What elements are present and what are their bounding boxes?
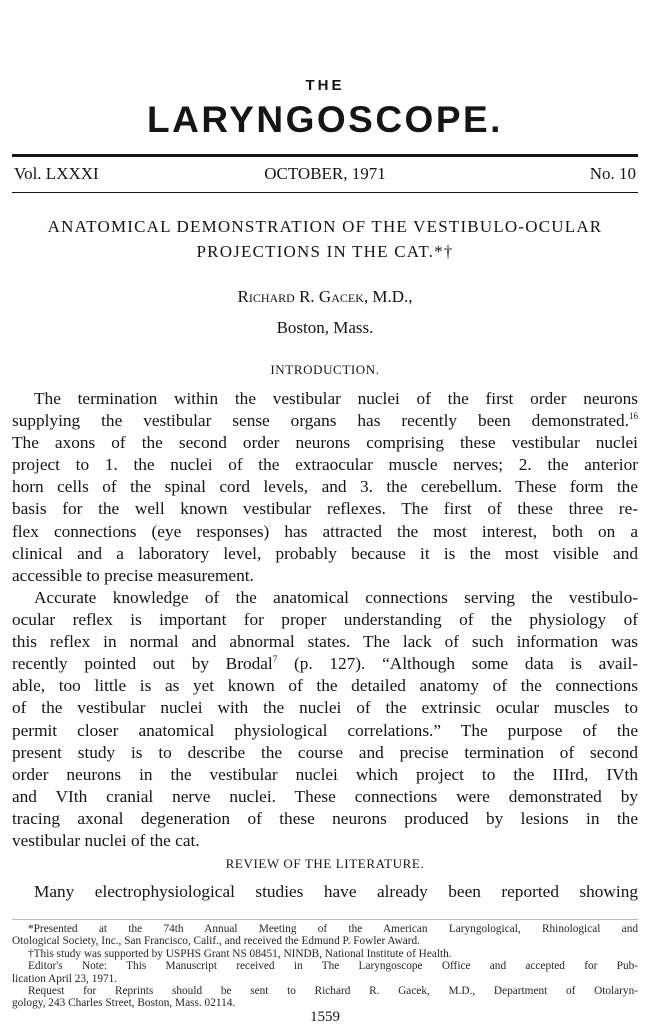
issue-volume: Vol. LXXXI (14, 164, 99, 183)
text-line: present study is to describe the course and precise termination of second (12, 742, 638, 762)
paragraph-1 (12, 388, 638, 587)
section-heading-introduction: INTRODUCTION. (270, 362, 380, 377)
text-line: this reflex in normal and abnormal states. The lack of such information was (12, 632, 638, 652)
text-line (12, 410, 638, 432)
paragraph-3 (12, 881, 638, 903)
text-line: and VIth cranial nerve nuclei. These connections were demonstrated by (12, 786, 638, 806)
article-title (12, 214, 638, 264)
text-line: Many electrophysiological studies have already been reported showing (34, 882, 638, 901)
text-line (12, 653, 638, 675)
page-number: 1559 (310, 1009, 340, 1025)
text-line: Accurate knowledge of the anatomical connections serving the vestibulo- (34, 588, 638, 607)
footnote-line: Editor's Note: This Manuscript received in The Laryngoscope Office and accepted for Pub- (28, 960, 638, 973)
footnote-line: Otological Society, Inc., San Francisco, Calif., and received the Edmund P. Fowler Award. (12, 935, 420, 948)
issue-line (12, 163, 638, 185)
footnote-line: lication April 23, 1971. (12, 972, 118, 985)
text-line: vestibular nuclei of the cat. (12, 831, 200, 851)
text-line: tracing axonal degeneration of these neurons produced by lesions in the (12, 808, 638, 828)
reference-marker: 7 (272, 654, 278, 665)
text-line: The termination within the vestibular nuclei of the first order neurons (34, 389, 638, 408)
footnote-rule (12, 919, 638, 920)
text-segment: recently pointed out by Brodal (12, 654, 273, 674)
title-line: ANATOMICAL DEMONSTRATION OF THE VESTIBULO-OCULAR (47, 217, 603, 236)
text-line: clinical and a laboratory level, probably because it is the most visible and (12, 543, 638, 563)
text-segment: supplying the vestibular sense organs has recently been demonstrated. (12, 411, 629, 431)
text-line: permit closer anatomical physiological correlations.” The purpose of the (12, 720, 638, 740)
text-line: able, too little is as yet known of the detailed anatomy of the connections (12, 676, 638, 696)
footnote-line: *Presented at the 74th Annual Meeting of the American Laryngological, Rhinological and (28, 923, 638, 935)
article-author: Richard R. Gacek, M.D., (237, 287, 413, 306)
journal-the: THE (305, 77, 345, 94)
issue-number: No. 10 (589, 164, 636, 183)
text-segment: (p. 127). “Although some data is avail- (277, 654, 638, 674)
text-line: basis for the well known vestibular reflexes. The first of these three re- (12, 499, 638, 519)
text-line: flex connections (eye responses) has attracted the most interest, both on a (12, 521, 638, 541)
text-line: The axons of the second order neurons comprising these vestibular nuclei (12, 433, 638, 453)
text-line: accessible to precise measurement. (12, 565, 254, 585)
masthead-rule-top (12, 154, 638, 157)
section-heading-review: REVIEW OF THE LITERATURE. (225, 856, 425, 871)
masthead-rule-bottom (12, 192, 638, 193)
text-line: order neurons in the vestibular nuclei which project to the IIIrd, IVth (12, 764, 638, 784)
text-line: project to 1. the nuclei of the extraocular muscle nerves; 2. the anterior (12, 455, 638, 475)
text-line: ocular reflex is important for proper understanding of the physiology of (12, 610, 638, 630)
footnote-line: †This study was supported by USPHS Grant NS 08451, NINDB, National Institute of Health. (28, 947, 452, 960)
reference-marker: 16 (629, 411, 638, 422)
paragraph-2 (12, 587, 638, 852)
footnotes (12, 923, 638, 1010)
footnote-line: gology, 243 Charles Street, Boston, Mass. 02114. (12, 997, 236, 1010)
article-location: Boston, Mass. (276, 318, 374, 337)
text-line: horn cells of the spinal cord levels, and 3. the cerebellum. These form the (12, 477, 638, 497)
journal-masthead: LARYNGOSCOPE. (147, 99, 503, 140)
title-line: PROJECTIONS IN THE CAT.*† (196, 242, 454, 261)
footnote-line: Request for Reprints should be sent to Richard R. Gacek, M.D., Department of Otolaryn- (28, 984, 638, 997)
issue-date: OCTOBER, 1971 (264, 164, 386, 183)
text-line: of the vestibular nuclei with the nuclei of the extrinsic ocular muscles to (12, 698, 638, 718)
